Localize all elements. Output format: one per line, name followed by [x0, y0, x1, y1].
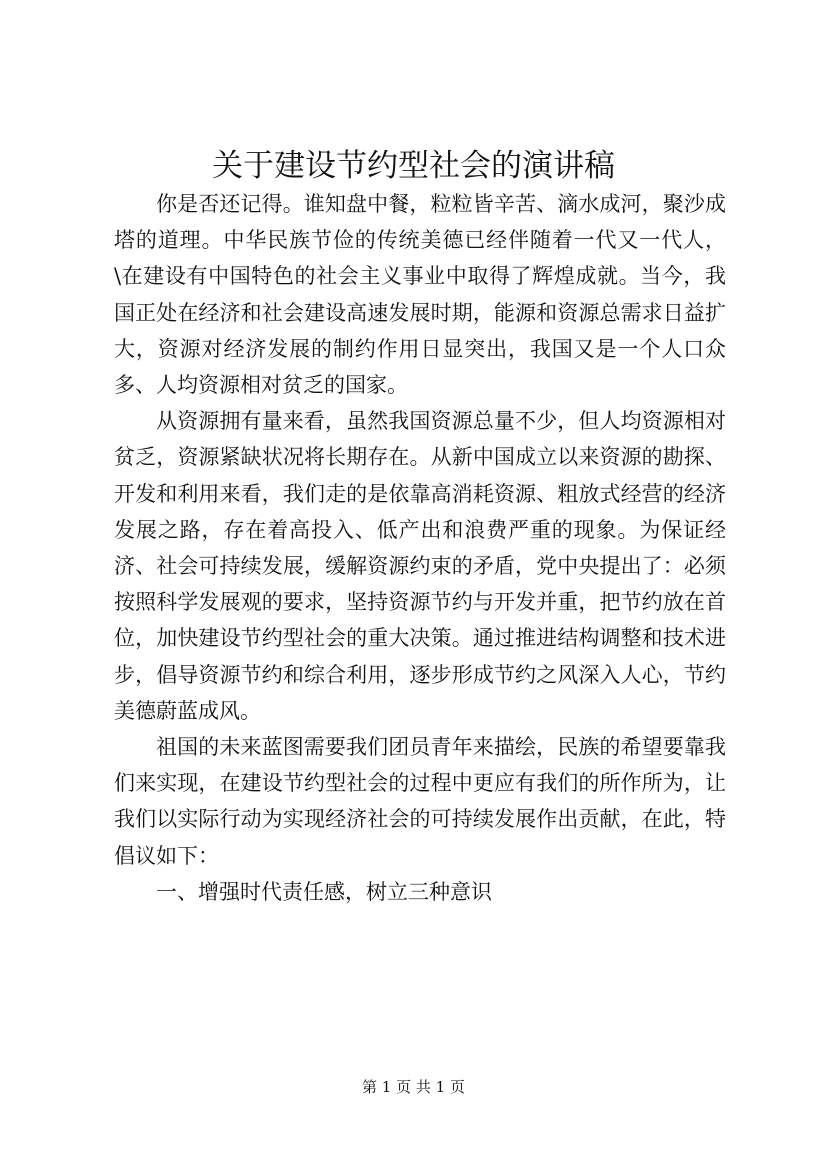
paragraph-intro: 你是否还记得。谁知盘中餐，粒粒皆辛苦、滴水成河，聚沙成塔的道理。中华民族节俭的传统美德已经伴随着一代又一代人，\在建设有中国特色的社会主义事业中取得了辉煌成就。当今，我国正处在经济和社会建设高速发展时期，能源和资源总需求日益扩大，资源对经济发展的制约作用日显突出，我国又是一个人口众多、人均资源相对贫乏的国家。 [114, 192, 726, 398]
document-title: 关于建设节约型社会的演讲稿 [212, 148, 615, 184]
document-body [114, 186, 726, 910]
paragraph-proposal: 祖国的未来蓝图需要我们团员青年来描绘，民族的希望要靠我们来实现，在建设节约型社会的过程中更应有我们的所作所为，让我们以实际行动为实现经济社会的可持续发展作出贡献，在此，特倡议如下： [114, 735, 726, 868]
paragraph-resources: 从资源拥有量来看，虽然我国资源总量不少，但人均资源相对贫乏，资源紧缺状况将长期存在。从新中国成立以来资源的勘探、开发和利用来看，我们走的是依靠高消耗资源、粗放式经营的经济发展之路，存在着高投入、低产出和浪费严重的现象。为保证经济、社会可持续发展，缓解资源约束的矛盾，党中央提出了：必须按照科学发展观的要求，坚持资源节约与开发并重，把节约放在首位，加快建设节约型社会的重大决策。通过推进结构调整和技术进步，倡导资源节约和综合利用，逐步形成节约之风深入人心，节约美德蔚蓝成风。 [114, 409, 726, 723]
page-footer: 第 1 页 共 1 页 [362, 1078, 465, 1096]
section-heading: 一、增强时代责任感，树立三种意识 [156, 879, 492, 904]
